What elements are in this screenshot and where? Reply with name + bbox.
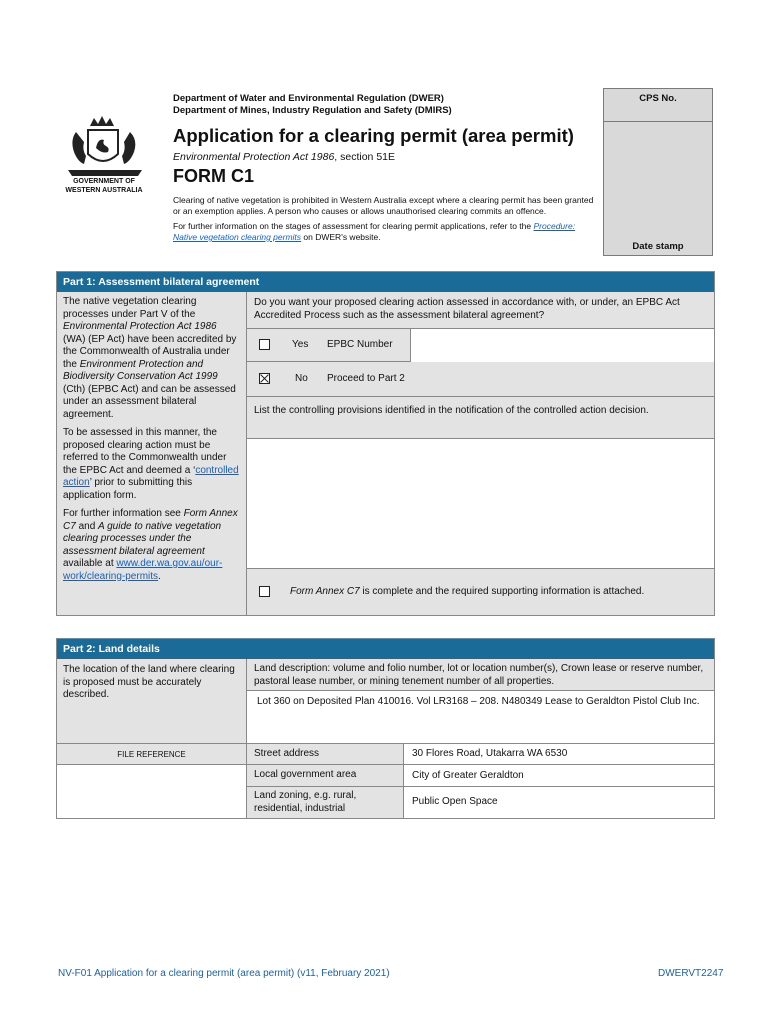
annex-c7-row (247, 569, 714, 615)
controlled-action-link[interactable]: controlled action (63, 464, 239, 488)
intro-p2-text: For further information on the stages of assessment for clearing permit applications, refer to the (173, 221, 534, 231)
dept-line-2: Department of Mines, Industry Regulation and Safety (DMIRS) (173, 105, 452, 116)
p3-text-d: A guide to native vegetation clearing processes under the assessment bilateral agreement (63, 520, 222, 557)
annex-c7-name: Form Annex C7 (290, 586, 360, 597)
yes-checkbox[interactable] (259, 339, 270, 350)
zoning-label: Land zoning, e.g. rural, residential, industrial (247, 787, 404, 818)
yes-label: Yes (292, 339, 309, 350)
act-name: Environmental Protection Act 1986 (173, 151, 335, 163)
footer-document-id: DWERVT2247 (658, 968, 724, 979)
epbc-number-label: EPBC Number (327, 339, 393, 350)
p3-text-f: . (158, 570, 161, 582)
office-use-box (603, 88, 713, 256)
epbc-question: Do you want your proposed clearing action assessed in accordance with, or under, an EPBC Act Accredited Process such as the assessment bilateral agreement? (247, 292, 714, 329)
epbc-number-input[interactable] (410, 329, 714, 362)
p1-text-b: Environmental Protection Act 1986 (63, 321, 217, 332)
file-reference-input[interactable] (57, 765, 247, 818)
street-address-input[interactable]: 30 Flores Road, Utakarra WA 6530 (404, 743, 714, 765)
p3-text-c: and (75, 520, 99, 532)
gov-line-2: WESTERN AUSTRALIA (65, 187, 143, 194)
intro-text (173, 195, 598, 243)
page-title: Application for a clearing permit (area permit) (173, 125, 574, 146)
part2-section (56, 638, 715, 819)
intro-paragraph-1: Clearing of native vegetation is prohibited in Western Australia except where a clearing permit has been granted or an exemption applies. A person who causes or allows unauthorised clearing commits an offence. (173, 195, 594, 216)
part1-info-p3 (63, 508, 240, 583)
zoning-input[interactable]: Public Open Space (404, 787, 714, 818)
part1-section (56, 271, 715, 616)
department-names (173, 93, 452, 117)
land-description-label: Land description: volume and folio number, lot or location number(s), Crown lease or reserve number, pastoral lease number, or mining tenement number of all properties. (247, 659, 714, 691)
part1-heading: Part 1: Assessment bilateral agreement (57, 272, 714, 292)
p1-text-a: The native vegetation clearing processes under Part V of the (63, 296, 197, 320)
intro-p2-end: on DWER's website. (301, 232, 381, 242)
part1-info-p1 (63, 296, 240, 421)
lga-label: Local government area (247, 765, 404, 787)
act-reference (173, 151, 395, 163)
proceed-to-part2-label: Proceed to Part 2 (327, 373, 405, 384)
clearing-permits-link[interactable]: www.der.wa.gov.au/our-work/clearing-permits (63, 558, 223, 582)
form-label: FORM C1 (173, 166, 254, 186)
part2-heading: Part 2: Land details (57, 639, 714, 659)
annex-c7-text (290, 586, 644, 599)
government-label (52, 177, 156, 195)
land-description-input[interactable]: Lot 360 on Deposited Plan 410016. Vol LR3168 – 208. N480349 Lease to Geraldton Pistol Club Inc. (247, 691, 714, 743)
p2-text-b: ’ prior to submitting this application form. (63, 477, 193, 501)
p2-text-a: To be assessed in this manner, the proposed clearing action must be referred to the Commonwealth under the EPBC Act and deemed a ‘ (63, 427, 227, 476)
p1-text-d: Environment Protection and Biodiversity Conservation Act 1999 (63, 358, 218, 382)
wa-government-crest (58, 112, 152, 178)
p3-text-a: For further information see (63, 508, 184, 519)
footer-form-reference: NV-F01 Application for a clearing permit (area permit) (v11, February 2021) (58, 968, 390, 979)
dept-line-1: Department of Water and Environmental Regulation (DWER) (173, 93, 444, 104)
p3-text-b: Form Annex C7 (63, 508, 238, 532)
no-checkbox[interactable] (259, 373, 270, 384)
act-section: , section 51E (334, 151, 395, 163)
lga-input[interactable]: City of Greater Geraldton (404, 765, 714, 787)
no-label: No (295, 373, 308, 384)
part1-info-panel (57, 292, 247, 615)
no-row (247, 362, 714, 397)
p3-text-e: available at (63, 558, 117, 569)
controlling-provisions-input[interactable] (247, 439, 714, 569)
gov-line-1: GOVERNMENT OF (73, 178, 135, 185)
file-reference-label: FILE REFERENCE (57, 743, 247, 765)
part2-info-panel: The location of the land where clearing is proposed must be accurately described. (57, 659, 247, 743)
intro-paragraph-2 (173, 221, 598, 243)
p1-text-e: (Cth) (EPBC Act) and can be assessed under an assessment bilateral agreement. (63, 383, 236, 420)
annex-c7-rest: is complete and the required supporting information is attached. (359, 586, 645, 597)
procedure-link[interactable]: Procedure: Native vegetation clearing permits (173, 221, 576, 242)
yes-row (247, 329, 714, 362)
controlling-provisions-label: List the controlling provisions identified in the notification of the controlled action decision. (247, 397, 714, 439)
cps-number-label: CPS No. (604, 93, 712, 122)
p1-text-c: (WA) (EP Act) have been accredited by the Commonwealth of Australia under the (63, 333, 237, 370)
part1-info-p2 (63, 427, 240, 502)
annex-c7-checkbox[interactable] (259, 586, 270, 597)
street-address-label: Street address (247, 743, 404, 765)
date-stamp-label: Date stamp (632, 241, 684, 252)
